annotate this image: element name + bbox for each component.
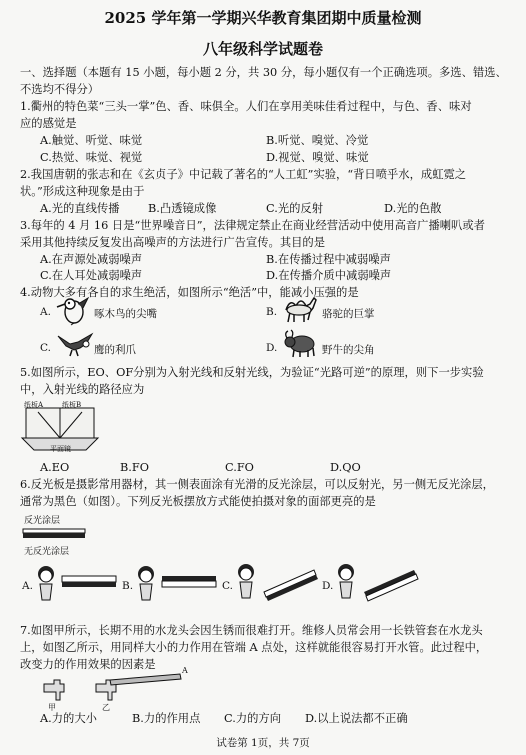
q6-option-c-figure (236, 560, 322, 606)
q4-option-c-letter: C. (40, 342, 51, 354)
q2-option-c: C.光的反射 (266, 202, 324, 215)
q4-option-d-text: 野牛的尖角 (322, 344, 375, 356)
q6-stem: 6.反光板是摄影常用器材，其一侧表面涂有光滑的反光涂层，可以反射光，另一侧无反光涂层， (20, 478, 494, 491)
q5-option-a: A.EO (40, 461, 70, 474)
q3-stem-cont: 采用其他持续反复发出高噪声的方法进行广告宣传。其目的是 (20, 236, 326, 249)
exam-subtitle: 八年级科学试题卷 (202, 40, 323, 58)
section-heading: 一、选择题（本题有 15 小题，每小题 2 分，共 30 分，每小题仅有一个正确选项。多选、错选、 (20, 66, 507, 79)
q4-option-a-text: 啄木鸟的尖嘴 (94, 308, 157, 320)
q7-fig-label-jia: 甲 (48, 703, 56, 712)
q3-option-d: D.在传播介质中减弱噪声 (266, 269, 392, 282)
q1-stem: 1.衢州的特色菜“三头一掌”色、香、味俱全。人们在享用美味佳肴过程中，与色、香、味对 (20, 100, 472, 113)
q4-option-b-text: 骆驼的巨掌 (322, 308, 375, 320)
q5-fig-label-b: 纸板B (62, 401, 82, 409)
q4-option-d-letter: D. (266, 342, 278, 354)
q5-stem: 5.如图所示，EO、OF分别为入射光线和反射光线，为验证“光路可逆”的原理，则下一步实验 (20, 366, 484, 379)
faucet-diagram (40, 672, 190, 708)
q1-option-d: D.视觉、嗅觉、味觉 (266, 151, 369, 164)
q2-option-b: B.凸透镜成像 (148, 202, 217, 215)
q3-option-a: A.在声源处减弱噪声 (40, 253, 143, 266)
woodpecker-icon (56, 294, 92, 326)
q3-option-c: C.在人耳处减弱噪声 (40, 269, 143, 282)
q7-option-b: B.力的作用点 (132, 712, 201, 725)
q6-stem-cont: 通常为黑色（如图）。下列反光板摆放方式能使拍摄对象的面部更亮的是 (20, 495, 376, 508)
q6-option-b: B. (122, 580, 134, 592)
q6-fig-label-bottom: 无反光涂层 (24, 547, 70, 557)
q6-option-d-figure (336, 560, 422, 606)
q1-option-b: B.听觉、嗅觉、冷觉 (266, 134, 369, 147)
q7-fig-label-a: A (182, 666, 188, 675)
q5-fig-label-a: 纸板A (24, 401, 44, 409)
q6-fig-label-top: 反光涂层 (24, 516, 61, 526)
q5-stem-cont: 中，入射光线的路径应为 (20, 383, 145, 396)
bison-icon (282, 328, 320, 358)
eagle-icon (56, 330, 94, 358)
page-footer: 试卷第 1页，共 7页 (216, 737, 310, 749)
q1-stem-cont: 应的感觉是 (20, 117, 77, 130)
q6-option-a: A. (22, 580, 33, 592)
q7-stem: 7.如图甲所示，长期不用的水龙头会因生锈而很难打开。维修人员常会用一长铁管套在水龙头 (20, 624, 483, 637)
q4-option-b-letter: B. (266, 306, 278, 318)
q2-option-d: D.光的色散 (384, 202, 442, 215)
q4-option-c-text: 鹰的利爪 (94, 344, 136, 356)
q5-option-c: C.FO (225, 461, 254, 474)
q7-stem-cont2: 改变力的作用效果的因素是 (20, 658, 156, 671)
q6-option-d: D. (322, 580, 334, 592)
q2-stem-cont: 状。”形成这种现象是由于 (20, 185, 145, 198)
q1-option-c: C.热觉、味觉、视觉 (40, 151, 143, 164)
q3-option-b: B.在传播过程中减弱噪声 (266, 253, 391, 266)
q6-option-b-figure (136, 562, 222, 606)
q7-fig-label-yi: 乙 (102, 703, 110, 712)
q7-stem-cont: 上，如图乙所示，用同样大小的力作用在管端 A 点处，这样就能很容易打开水管。此过程中， (20, 641, 488, 654)
camel-icon (282, 292, 318, 326)
q5-option-b: B.FO (120, 461, 149, 474)
q2-stem: 2.我国唐朝的张志和在《玄贞子》中记载了著名的“人工虹”实验，“背日喷乎水，成虹霓之 (20, 168, 467, 181)
q7-option-d: D.以上说法都不正确 (305, 712, 408, 725)
q7-option-c: C.力的方向 (224, 712, 282, 725)
reflector-board-diagram (22, 526, 88, 542)
q3-stem: 3.每年的 4 月 16 日是“世界噪音日”，法律规定禁止在商业经营活动中使用高音广播喇叭或者 (20, 219, 485, 232)
exam-title: 2025 学年第一学期兴华教育集团期中质量检测 (104, 9, 422, 27)
q2-option-a: A.光的直线传播 (40, 202, 120, 215)
q7-option-a: A.力的大小 (40, 712, 97, 725)
q4-option-a-letter: A. (40, 306, 51, 318)
q5-option-d: D.QO (330, 461, 361, 474)
q4-stem: 4.动物大多有各自的求生绝活，如图所示“绝活”中，能减小压强的是 (20, 286, 359, 299)
q6-option-c: C. (222, 580, 233, 592)
section-heading-cont: 不选均不得分） (20, 83, 100, 96)
q1-option-a: A.触觉、听觉、味觉 (40, 134, 143, 147)
q6-option-a-figure (36, 562, 122, 606)
q5-fig-label-mirror: 平面镜 (50, 445, 71, 453)
